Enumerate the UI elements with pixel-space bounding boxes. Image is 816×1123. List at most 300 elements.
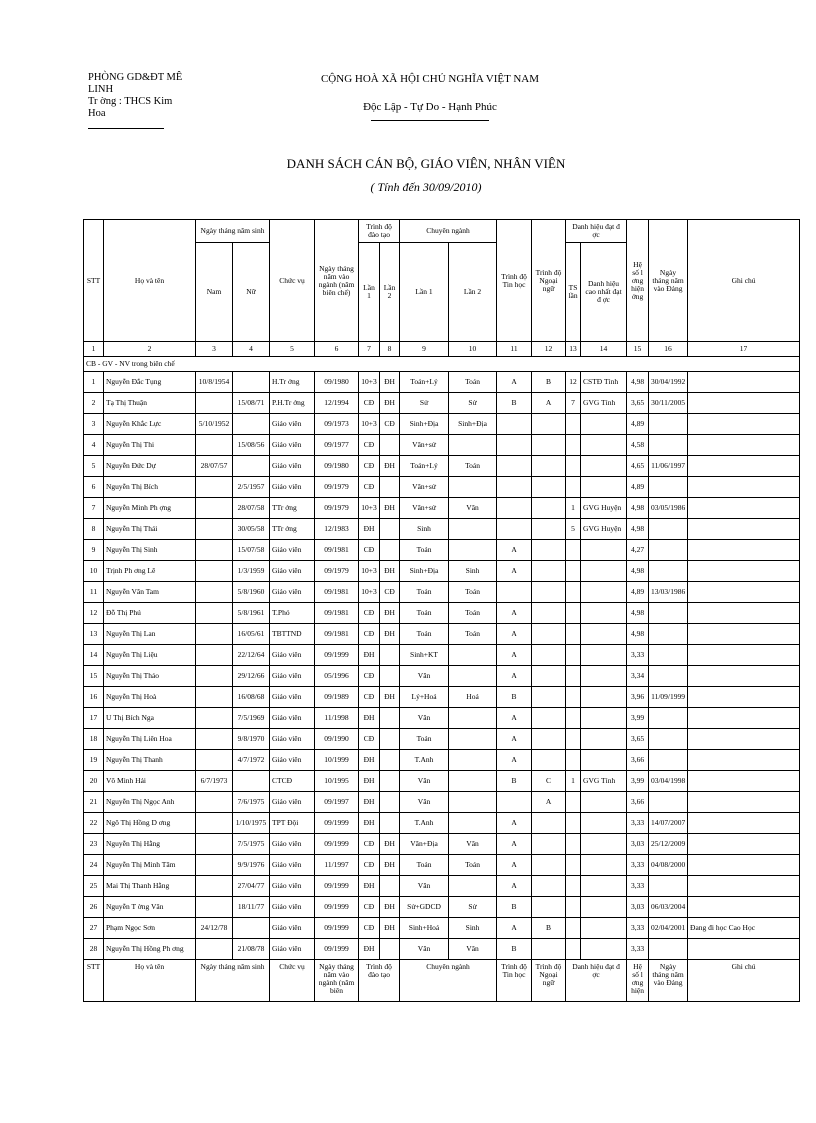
cell-name: Nguyễn Minh Ph ợng bbox=[104, 498, 196, 519]
cell-award-count bbox=[566, 918, 581, 939]
cell-language-level bbox=[532, 897, 566, 918]
cell-major-1: Sinh+Hoá bbox=[400, 918, 449, 939]
cell-training-2: ĐH bbox=[380, 918, 400, 939]
cell-position: Giáo viên bbox=[270, 435, 315, 456]
cell-training-1: ĐH bbox=[359, 792, 380, 813]
cell-birth-male bbox=[196, 498, 233, 519]
cell-name: Võ Minh Hải bbox=[104, 771, 196, 792]
cell-training-2: ĐH bbox=[380, 687, 400, 708]
cell-highest-award bbox=[581, 561, 627, 582]
cell-language-level bbox=[532, 582, 566, 603]
cell-salary-coef: 3,33 bbox=[627, 813, 649, 834]
cell-language-level bbox=[532, 477, 566, 498]
cell-salary-coef: 3,99 bbox=[627, 771, 649, 792]
cell-highest-award bbox=[581, 792, 627, 813]
col-number: 12 bbox=[532, 342, 566, 357]
cell-language-level bbox=[532, 687, 566, 708]
cell-stt: 10 bbox=[84, 561, 104, 582]
cell-major-1: Toán bbox=[400, 729, 449, 750]
tf-awards: Danh hiệu đạt đ ợc bbox=[566, 960, 627, 1002]
cell-major-1: Toán bbox=[400, 540, 449, 561]
school-name: Tr ờng : THCS Kim bbox=[88, 96, 173, 107]
cell-notes bbox=[688, 834, 800, 855]
cell-position: Giáo viên bbox=[270, 477, 315, 498]
cell-training-2 bbox=[380, 666, 400, 687]
cell-training-1: ĐH bbox=[359, 750, 380, 771]
cell-highest-award: CSTĐ Tỉnh bbox=[581, 372, 627, 393]
cell-language-level bbox=[532, 645, 566, 666]
cell-party-date bbox=[649, 645, 688, 666]
th-training-2: Lần 2 bbox=[380, 243, 400, 342]
cell-birth-female: 29/12/66 bbox=[233, 666, 270, 687]
cell-notes bbox=[688, 708, 800, 729]
national-title: CỘNG HOÀ XÃ HỘI CHỦ NGHĨA VIỆT NAM bbox=[320, 73, 540, 85]
tf-notes: Ghi chú bbox=[688, 960, 800, 1002]
cell-award-count bbox=[566, 582, 581, 603]
cell-language-level bbox=[532, 813, 566, 834]
cell-notes bbox=[688, 603, 800, 624]
cell-major-2: Sử bbox=[449, 897, 497, 918]
cell-award-count bbox=[566, 561, 581, 582]
cell-name: Phạm Ngọc Sơn bbox=[104, 918, 196, 939]
header-left bbox=[88, 72, 208, 129]
cell-position: Giáo viên bbox=[270, 561, 315, 582]
cell-position: Giáo viên bbox=[270, 687, 315, 708]
cell-birth-female bbox=[233, 372, 270, 393]
cell-start-date: 11/1997 bbox=[315, 855, 359, 876]
cell-it-level: B bbox=[497, 897, 532, 918]
cell-party-date: 11/09/1999 bbox=[649, 687, 688, 708]
cell-it-level: A bbox=[497, 624, 532, 645]
cell-language-level bbox=[532, 624, 566, 645]
cell-birth-male bbox=[196, 393, 233, 414]
cell-birth-female: 22/12/64 bbox=[233, 645, 270, 666]
cell-name: Nguyễn Thị Thảo bbox=[104, 666, 196, 687]
th-party-date: Ngày tháng năm vào Đảng bbox=[649, 220, 688, 342]
cell-party-date: 04/08/2000 bbox=[649, 855, 688, 876]
th-notes: Ghi chú bbox=[688, 220, 800, 342]
cell-notes bbox=[688, 897, 800, 918]
cell-major-2 bbox=[449, 771, 497, 792]
cell-major-1: Toán bbox=[400, 582, 449, 603]
cell-birth-female bbox=[233, 414, 270, 435]
cell-it-level bbox=[497, 498, 532, 519]
cell-it-level: A bbox=[497, 876, 532, 897]
cell-major-1: Văn+sử bbox=[400, 477, 449, 498]
cell-name: Nguyễn Văn Tam bbox=[104, 582, 196, 603]
cell-training-2 bbox=[380, 708, 400, 729]
cell-stt: 13 bbox=[84, 624, 104, 645]
cell-training-1: CĐ bbox=[359, 393, 380, 414]
table-row bbox=[84, 813, 800, 834]
table-row bbox=[84, 834, 800, 855]
cell-name: Nguyễn T ờng Vân bbox=[104, 897, 196, 918]
cell-party-date bbox=[649, 435, 688, 456]
cell-start-date: 09/1979 bbox=[315, 498, 359, 519]
cell-position: Giáo viên bbox=[270, 456, 315, 477]
cell-start-date: 10/1999 bbox=[315, 750, 359, 771]
cell-award-count bbox=[566, 435, 581, 456]
cell-stt: 24 bbox=[84, 855, 104, 876]
cell-training-1: CĐ bbox=[359, 666, 380, 687]
th-name: Họ và tên bbox=[104, 220, 196, 342]
cell-highest-award bbox=[581, 414, 627, 435]
cell-award-count bbox=[566, 687, 581, 708]
cell-training-2: CĐ bbox=[380, 414, 400, 435]
cell-notes bbox=[688, 666, 800, 687]
cell-training-2 bbox=[380, 792, 400, 813]
cell-birth-female: 15/08/71 bbox=[233, 393, 270, 414]
cell-award-count bbox=[566, 897, 581, 918]
cell-language-level bbox=[532, 498, 566, 519]
th-birth: Ngày tháng năm sinh bbox=[196, 220, 270, 243]
cell-start-date: 09/1979 bbox=[315, 561, 359, 582]
cell-major-2 bbox=[449, 540, 497, 561]
col-number: 7 bbox=[359, 342, 380, 357]
cell-salary-coef: 3,99 bbox=[627, 708, 649, 729]
cell-major-2: Toán bbox=[449, 456, 497, 477]
cell-party-date bbox=[649, 729, 688, 750]
cell-party-date bbox=[649, 603, 688, 624]
cell-name: Mai Thị Thanh Hằng bbox=[104, 876, 196, 897]
cell-position: TBTTND bbox=[270, 624, 315, 645]
cell-it-level: B bbox=[497, 687, 532, 708]
cell-major-1: Sử+GDCD bbox=[400, 897, 449, 918]
header-row-1 bbox=[84, 220, 800, 243]
cell-start-date: 09/1999 bbox=[315, 939, 359, 960]
cell-start-date: 09/1981 bbox=[315, 582, 359, 603]
cell-name: Nguyễn Thị Thái bbox=[104, 519, 196, 540]
cell-birth-male bbox=[196, 876, 233, 897]
cell-highest-award bbox=[581, 708, 627, 729]
cell-party-date bbox=[649, 414, 688, 435]
cell-notes bbox=[688, 393, 800, 414]
cell-language-level: C bbox=[532, 771, 566, 792]
cell-highest-award bbox=[581, 939, 627, 960]
col-number: 10 bbox=[449, 342, 497, 357]
cell-birth-male bbox=[196, 792, 233, 813]
cell-training-2: ĐH bbox=[380, 834, 400, 855]
cell-training-1: 10+3 bbox=[359, 498, 380, 519]
cell-language-level bbox=[532, 666, 566, 687]
cell-language-level bbox=[532, 939, 566, 960]
cell-training-2 bbox=[380, 645, 400, 666]
cell-award-count: 7 bbox=[566, 393, 581, 414]
cell-position: CTCĐ bbox=[270, 771, 315, 792]
cell-position: Giáo viên bbox=[270, 414, 315, 435]
cell-highest-award bbox=[581, 897, 627, 918]
cell-language-level bbox=[532, 876, 566, 897]
cell-name: Nguyễn Thị Hằng bbox=[104, 834, 196, 855]
tf-salary-coef: Hệ số l ơng hiện bbox=[627, 960, 649, 1002]
cell-award-count bbox=[566, 624, 581, 645]
cell-birth-male bbox=[196, 540, 233, 561]
cell-notes bbox=[688, 372, 800, 393]
cell-it-level: A bbox=[497, 645, 532, 666]
cell-training-2: ĐH bbox=[380, 456, 400, 477]
cell-training-2: ĐH bbox=[380, 561, 400, 582]
cell-notes: Đang đi học Cao Học bbox=[688, 918, 800, 939]
cell-training-1: ĐH bbox=[359, 645, 380, 666]
cell-start-date: 09/1977 bbox=[315, 435, 359, 456]
cell-name: Nguyễn Đắc Tụng bbox=[104, 372, 196, 393]
cell-stt: 11 bbox=[84, 582, 104, 603]
cell-position: Giáo viên bbox=[270, 729, 315, 750]
cell-training-1: CĐ bbox=[359, 834, 380, 855]
cell-training-2 bbox=[380, 477, 400, 498]
cell-birth-female: 15/07/58 bbox=[233, 540, 270, 561]
cell-major-1: Văn+sử bbox=[400, 435, 449, 456]
cell-training-2 bbox=[380, 540, 400, 561]
cell-it-level: A bbox=[497, 372, 532, 393]
cell-position: Giáo viên bbox=[270, 792, 315, 813]
cell-notes bbox=[688, 750, 800, 771]
cell-major-2 bbox=[449, 729, 497, 750]
cell-name: Nguyễn Thị Thanh bbox=[104, 750, 196, 771]
cell-stt: 2 bbox=[84, 393, 104, 414]
cell-birth-male bbox=[196, 435, 233, 456]
cell-it-level bbox=[497, 414, 532, 435]
cell-position: Giáo viên bbox=[270, 540, 315, 561]
cell-birth-female: 5/8/1961 bbox=[233, 603, 270, 624]
cell-birth-male bbox=[196, 666, 233, 687]
cell-major-1: Toán+Lý bbox=[400, 456, 449, 477]
cell-salary-coef: 3,33 bbox=[627, 939, 649, 960]
cell-training-1: CĐ bbox=[359, 729, 380, 750]
cell-notes bbox=[688, 540, 800, 561]
table-row bbox=[84, 372, 800, 393]
cell-birth-male bbox=[196, 750, 233, 771]
cell-name: Tạ Thị Thuận bbox=[104, 393, 196, 414]
cell-start-date: 10/1995 bbox=[315, 771, 359, 792]
cell-highest-award: GVG Huyện bbox=[581, 519, 627, 540]
cell-notes bbox=[688, 624, 800, 645]
cell-major-1: T.Anh bbox=[400, 750, 449, 771]
cell-training-2: CĐ bbox=[380, 582, 400, 603]
table-row bbox=[84, 918, 800, 939]
cell-party-date: 30/04/1992 bbox=[649, 372, 688, 393]
cell-name: U Thị Bích Nga bbox=[104, 708, 196, 729]
cell-training-2: ĐH bbox=[380, 624, 400, 645]
cell-highest-award bbox=[581, 813, 627, 834]
cell-party-date: 02/04/2001 bbox=[649, 918, 688, 939]
cell-salary-coef: 4,98 bbox=[627, 519, 649, 540]
cell-birth-male: 5/10/1952 bbox=[196, 414, 233, 435]
cell-birth-female: 5/8/1960 bbox=[233, 582, 270, 603]
cell-notes bbox=[688, 855, 800, 876]
cell-major-2: Sinh bbox=[449, 918, 497, 939]
cell-salary-coef: 3,33 bbox=[627, 855, 649, 876]
footer-header-row bbox=[84, 960, 800, 1002]
col-number: 15 bbox=[627, 342, 649, 357]
cell-name: Nguyễn Thị Lan bbox=[104, 624, 196, 645]
cell-award-count bbox=[566, 708, 581, 729]
table-row bbox=[84, 645, 800, 666]
cell-highest-award bbox=[581, 624, 627, 645]
cell-it-level bbox=[497, 456, 532, 477]
cell-major-2 bbox=[449, 792, 497, 813]
cell-salary-coef: 4,89 bbox=[627, 582, 649, 603]
cell-party-date: 11/06/1997 bbox=[649, 456, 688, 477]
cell-major-1: Lý+Hoá bbox=[400, 687, 449, 708]
cell-birth-male: 28/07/57 bbox=[196, 456, 233, 477]
cell-language-level bbox=[532, 519, 566, 540]
cell-position: Giáo viên bbox=[270, 897, 315, 918]
cell-major-1: Văn+Địa bbox=[400, 834, 449, 855]
cell-major-2: Toán bbox=[449, 372, 497, 393]
th-major: Chuyên ngành bbox=[400, 220, 497, 243]
cell-name: Đỗ Thị Phú bbox=[104, 603, 196, 624]
cell-training-2 bbox=[380, 813, 400, 834]
col-number: 14 bbox=[581, 342, 627, 357]
cell-position: TTr ởng bbox=[270, 498, 315, 519]
cell-party-date bbox=[649, 561, 688, 582]
cell-major-2 bbox=[449, 813, 497, 834]
cell-birth-male bbox=[196, 603, 233, 624]
cell-start-date: 09/1973 bbox=[315, 414, 359, 435]
cell-award-count: 12 bbox=[566, 372, 581, 393]
cell-birth-male bbox=[196, 624, 233, 645]
cell-award-count bbox=[566, 540, 581, 561]
cell-birth-female: 7/6/1975 bbox=[233, 792, 270, 813]
table-row bbox=[84, 393, 800, 414]
th-salary-coef: Hệ số l ơng hiện ởng bbox=[627, 220, 649, 342]
cell-award-count: 1 bbox=[566, 498, 581, 519]
col-number: 17 bbox=[688, 342, 800, 357]
cell-stt: 18 bbox=[84, 729, 104, 750]
cell-party-date bbox=[649, 876, 688, 897]
cell-salary-coef: 4,98 bbox=[627, 561, 649, 582]
cell-birth-female: 9/8/1970 bbox=[233, 729, 270, 750]
cell-stt: 5 bbox=[84, 456, 104, 477]
cell-major-2: Văn bbox=[449, 498, 497, 519]
cell-position: P.H.Tr ởng bbox=[270, 393, 315, 414]
cell-notes bbox=[688, 477, 800, 498]
cell-it-level: A bbox=[497, 813, 532, 834]
cell-position: Giáo viên bbox=[270, 666, 315, 687]
col-number: 3 bbox=[196, 342, 233, 357]
cell-language-level bbox=[532, 456, 566, 477]
cell-training-2: ĐH bbox=[380, 855, 400, 876]
cell-major-2: Toán bbox=[449, 624, 497, 645]
col-number: 11 bbox=[497, 342, 532, 357]
cell-stt: 26 bbox=[84, 897, 104, 918]
cell-birth-female: 2/5/1957 bbox=[233, 477, 270, 498]
cell-party-date bbox=[649, 750, 688, 771]
cell-notes bbox=[688, 792, 800, 813]
table-row bbox=[84, 435, 800, 456]
cell-party-date bbox=[649, 519, 688, 540]
cell-stt: 7 bbox=[84, 498, 104, 519]
cell-start-date: 09/1999 bbox=[315, 834, 359, 855]
cell-name: Nguyễn Thị Liên Hoa bbox=[104, 729, 196, 750]
cell-start-date: 09/1989 bbox=[315, 687, 359, 708]
cell-major-1: Toán bbox=[400, 855, 449, 876]
cell-name: Nguyễn Thị Bích bbox=[104, 477, 196, 498]
cell-training-1: 10+3 bbox=[359, 414, 380, 435]
column-number-row bbox=[84, 342, 800, 357]
cell-birth-male bbox=[196, 561, 233, 582]
table-row bbox=[84, 708, 800, 729]
cell-highest-award: GVG Tỉnh bbox=[581, 393, 627, 414]
cell-name: Nguyễn Thị Thi bbox=[104, 435, 196, 456]
table-row bbox=[84, 414, 800, 435]
cell-stt: 3 bbox=[84, 414, 104, 435]
cell-it-level: A bbox=[497, 750, 532, 771]
cell-party-date bbox=[649, 792, 688, 813]
cell-notes bbox=[688, 414, 800, 435]
cell-birth-female: 7/5/1969 bbox=[233, 708, 270, 729]
header-left-rule bbox=[88, 128, 164, 129]
cell-name: Nguyễn Thị Ngọc Anh bbox=[104, 792, 196, 813]
table-row bbox=[84, 750, 800, 771]
cell-training-2 bbox=[380, 519, 400, 540]
cell-position: Giáo viên bbox=[270, 645, 315, 666]
cell-it-level: A bbox=[497, 918, 532, 939]
tf-position: Chức vụ bbox=[270, 960, 315, 1002]
cell-salary-coef: 4,58 bbox=[627, 435, 649, 456]
tf-name: Họ và tên bbox=[104, 960, 196, 1002]
cell-award-count bbox=[566, 813, 581, 834]
cell-birth-male bbox=[196, 939, 233, 960]
table-row bbox=[84, 897, 800, 918]
cell-name: Nguyễn Khắc Lực bbox=[104, 414, 196, 435]
cell-salary-coef: 3,96 bbox=[627, 687, 649, 708]
cell-salary-coef: 4,98 bbox=[627, 603, 649, 624]
col-number: 6 bbox=[315, 342, 359, 357]
cell-major-1: Văn bbox=[400, 666, 449, 687]
cell-stt: 8 bbox=[84, 519, 104, 540]
table-row bbox=[84, 582, 800, 603]
cell-party-date: 06/03/2004 bbox=[649, 897, 688, 918]
cell-salary-coef: 3,65 bbox=[627, 729, 649, 750]
col-number: 1 bbox=[84, 342, 104, 357]
cell-award-count bbox=[566, 792, 581, 813]
cell-position: Giáo viên bbox=[270, 939, 315, 960]
cell-highest-award bbox=[581, 540, 627, 561]
cell-notes bbox=[688, 456, 800, 477]
cell-birth-female bbox=[233, 456, 270, 477]
cell-stt: 20 bbox=[84, 771, 104, 792]
cell-training-1: ĐH bbox=[359, 708, 380, 729]
cell-birth-female: 30/05/58 bbox=[233, 519, 270, 540]
cell-birth-male bbox=[196, 813, 233, 834]
cell-birth-male bbox=[196, 897, 233, 918]
cell-stt: 23 bbox=[84, 834, 104, 855]
cell-salary-coef: 3,03 bbox=[627, 834, 649, 855]
cell-award-count bbox=[566, 456, 581, 477]
cell-salary-coef: 4,98 bbox=[627, 498, 649, 519]
cell-training-2 bbox=[380, 771, 400, 792]
cell-start-date: 09/1990 bbox=[315, 729, 359, 750]
cell-stt: 9 bbox=[84, 540, 104, 561]
cell-training-1: ĐH bbox=[359, 876, 380, 897]
cell-position: Giáo viên bbox=[270, 855, 315, 876]
cell-it-level bbox=[497, 477, 532, 498]
cell-major-1: Văn bbox=[400, 792, 449, 813]
cell-highest-award bbox=[581, 687, 627, 708]
cell-highest-award bbox=[581, 876, 627, 897]
cell-birth-female bbox=[233, 771, 270, 792]
cell-award-count bbox=[566, 603, 581, 624]
cell-position: TPT Đội bbox=[270, 813, 315, 834]
col-number: 4 bbox=[233, 342, 270, 357]
cell-it-level: B bbox=[497, 771, 532, 792]
tf-training-level: Trình độ đào tạo bbox=[359, 960, 400, 1002]
cell-birth-female: 1/10/1975 bbox=[233, 813, 270, 834]
cell-highest-award bbox=[581, 855, 627, 876]
table-row bbox=[84, 540, 800, 561]
